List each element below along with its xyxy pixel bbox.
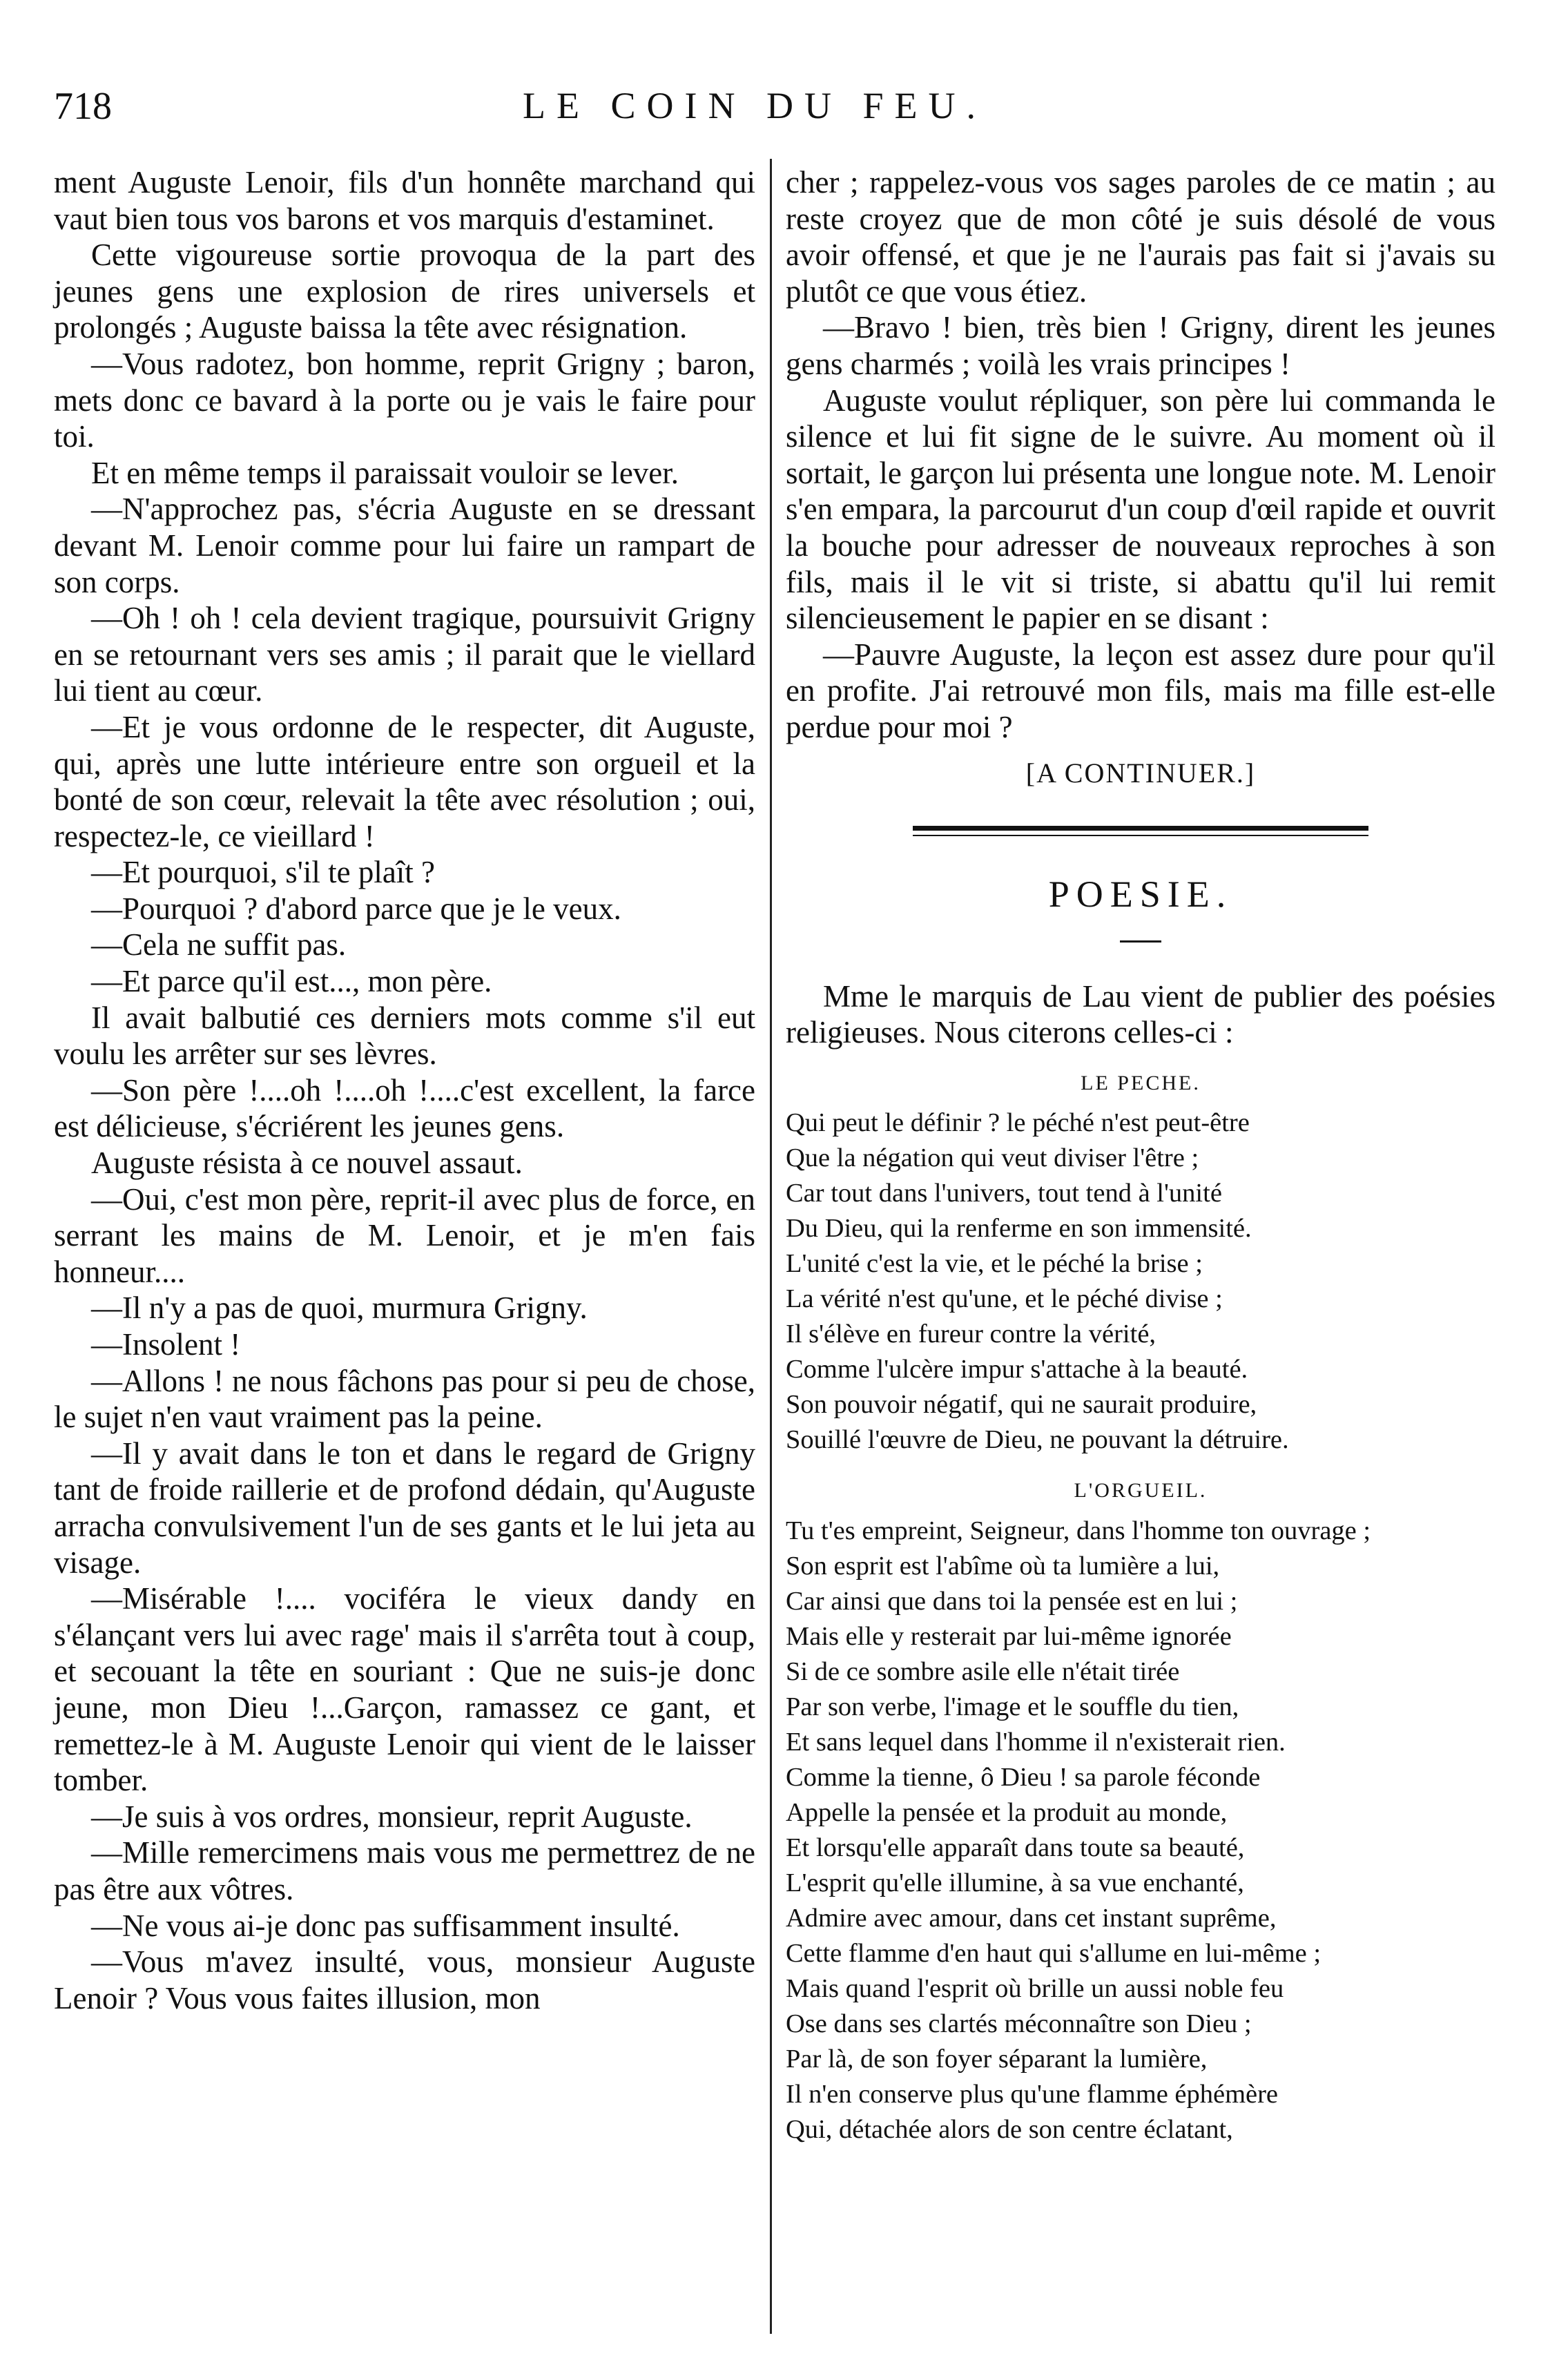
verse-line: Il n'en conserve plus qu'une flamme éphémère bbox=[786, 2079, 1279, 2109]
poem-verse bbox=[786, 1514, 1496, 2147]
paragraph: Et en même temps il paraissait vouloir se lever. bbox=[91, 455, 679, 490]
poem-title: LE PECHE. bbox=[1081, 1071, 1201, 1094]
paragraph: Il avait balbutié ces derniers mots comme s'il eut voulu les arrêter sur ses lèvres. bbox=[54, 1000, 755, 1072]
title-rule bbox=[1120, 940, 1161, 943]
poems bbox=[786, 1065, 1496, 2147]
paragraph: —Vous m'avez insulté, vous, monsieur Auguste Lenoir ? Vous vous faites illusion, mon bbox=[54, 1944, 755, 2016]
paragraph: —Insolent ! bbox=[91, 1327, 241, 1362]
paragraph: —Il y avait dans le ton et dans le regard de Grigny tant de froide raillerie et de profond dédain, qu'Auguste arracha convulsivement l'un de ses gants et le lui jeta au visage. bbox=[54, 1436, 755, 1580]
verse-line: Ose dans ses clartés méconnaître son Dieu ; bbox=[786, 2009, 1252, 2038]
verse-line: Il s'élève en fureur contre la vérité, bbox=[786, 1320, 1156, 1349]
verse-line: Si de ce sombre asile elle n'était tirée bbox=[786, 1656, 1180, 1686]
verse-line: Par son verbe, l'image et le souffle du tien, bbox=[786, 1692, 1239, 1721]
paragraph: —Et je vous ordonne de le respecter, dit Auguste, qui, après une lutte intérieure entre son orgueil et la bonté de son cœur, relevait la tête avec résolution ; oui, respectez-le, ce vieillard ! bbox=[54, 709, 755, 853]
right-column bbox=[786, 164, 1496, 2147]
verse-line: Son esprit est l'abîme où ta lumière a lui, bbox=[786, 1551, 1220, 1581]
paragraph: —Cela ne suffit pas. bbox=[91, 927, 347, 963]
verse-line: Et sans lequel dans l'homme il n'existerait rien. bbox=[786, 1727, 1286, 1757]
paragraph: —Misérable !.... vociféra le vieux dandy en s'élançant vers lui avec rage' mais il s'arrêta tout à coup, et secouant la tête en souriant : Que ne suis-je donc jeune, mon Dieu !...Garçon, ramassez ce gant, et remettez-le à M. Auguste Lenoir qui vient de le laisser tomber. bbox=[54, 1581, 755, 1798]
poem-title: L'ORGUEIL. bbox=[1074, 1479, 1208, 1502]
paragraph: —Et pourquoi, s'il te plaît ? bbox=[91, 855, 436, 890]
verse-line: Comme la tienne, ô Dieu ! sa parole féconde bbox=[786, 1762, 1261, 1792]
verse-line: Et lorsqu'elle apparaît dans toute sa beauté, bbox=[786, 1833, 1245, 1862]
verse-line: Du Dieu, qui la renferme en son immensité. bbox=[786, 1214, 1252, 1244]
verse-line: Car tout dans l'univers, tout tend à l'unité bbox=[786, 1179, 1222, 1208]
paragraph: Auguste résista à ce nouvel assaut. bbox=[91, 1146, 523, 1181]
verse-line: L'unité c'est la vie, et le péché la brise ; bbox=[786, 1249, 1203, 1279]
verse-line: Car ainsi que dans toi la pensée est en lui ; bbox=[786, 1586, 1238, 1616]
paragraph: —Allons ! ne nous fâchons pas pour si peu de chose, le sujet n'en vaut vraiment pas la peine. bbox=[54, 1363, 755, 1435]
paragraph: —Mille remercimens mais vous me permettrez de ne pas être aux vôtres. bbox=[54, 1835, 755, 1906]
verse-line: Appelle la pensée et la produit au monde, bbox=[786, 1797, 1228, 1827]
verse-line: Souillé l'œuvre de Dieu, ne pouvant la détruire. bbox=[786, 1425, 1289, 1455]
paragraph: Cette vigoureuse sortie provoqua de la part des jeunes gens une explosion de rires universels et prolongés ; Auguste baissa la tête avec résignation. bbox=[54, 238, 755, 345]
verse-line: Tu t'es empreint, Seigneur, dans l'homme ton ouvrage ; bbox=[786, 1516, 1371, 1545]
verse-line: Qui, détachée alors de son centre éclatant, bbox=[786, 2114, 1233, 2144]
verse-line: Mais elle y resterait par lui-même ignorée bbox=[786, 1621, 1232, 1651]
paragraph: —Son père !....oh !....oh !....c'est excellent, la farce est délicieuse, s'écriérent les jeunes gens. bbox=[54, 1072, 755, 1144]
verse-line: La vérité n'est qu'une, et le péché divise ; bbox=[786, 1284, 1223, 1314]
verse-line: Son pouvoir négatif, qui ne saurait produire, bbox=[786, 1390, 1257, 1420]
paragraph: Auguste voulut répliquer, son père lui commanda le silence et lui fit signe de le suivre. Au moment où il sortait, le garçon lui présenta une longue note. M. Lenoir s'en empara, la parcourut d'un coup d'œil rapide et ouvrit la bouche pour adresser de nouveaux reproches à son fils, mais il le vit si triste, si abattu qu'il lui remit silencieusement le papier en se disant : bbox=[786, 383, 1496, 636]
verse-line: Comme l'ulcère impur s'attache à la beauté. bbox=[786, 1355, 1248, 1384]
paragraph: —Il n'y a pas de quoi, murmura Grigny. bbox=[91, 1291, 588, 1326]
left-column bbox=[54, 164, 755, 2016]
section-separator bbox=[913, 826, 1368, 836]
verse-line: L'esprit qu'elle illumine, à sa vue enchanté, bbox=[786, 1868, 1244, 1897]
paragraph: —Je suis à vos ordres, monsieur, reprit Auguste. bbox=[91, 1799, 693, 1834]
paragraph: cher ; rappelez-vous vos sages paroles de ce matin ; au reste croyez que de mon côté je suis désolé de vous avoir offensé, et que je ne l'aurais pas fait si j'avais su plutôt ce que vous étiez. bbox=[786, 165, 1496, 309]
verse-line: Cette flamme d'en haut qui s'allume en lui-même ; bbox=[786, 1938, 1322, 1968]
page-header bbox=[54, 84, 1455, 133]
verse-line: Qui peut le définir ? le péché n'est peut-être bbox=[786, 1108, 1250, 1138]
page-number: 718 bbox=[54, 85, 112, 128]
right-column-prose bbox=[786, 164, 1496, 746]
paragraph: —Oh ! oh ! cela devient tragique, poursuivit Grigny en se retournant vers ses amis ; il parait que le viellard lui tient au cœur. bbox=[54, 601, 755, 708]
verse-line: Admire avec amour, dans cet instant suprême, bbox=[786, 1903, 1277, 1933]
paragraph: —Vous radotez, bon homme, reprit Grigny ; baron, mets donc ce bavard à la porte ou je vais le faire pour toi. bbox=[54, 346, 755, 454]
paragraph: —Pauvre Auguste, la leçon est assez dure pour qu'il en profite. J'ai retrouvé mon fils, mais ma fille est-elle perdue pour moi ? bbox=[786, 637, 1496, 744]
verse-line: Mais quand l'esprit où brille un aussi noble feu bbox=[786, 1973, 1284, 2003]
column-divider bbox=[770, 159, 772, 2334]
paragraph: —Et parce qu'il est..., mon père. bbox=[91, 964, 492, 999]
paragraph: —Ne vous ai-je donc pas suffisamment insulté. bbox=[91, 1908, 680, 1943]
paragraph: —Bravo ! bien, très bien ! Grigny, dirent les jeunes gens charmés ; voilà les vrais principes ! bbox=[786, 310, 1496, 381]
paragraph: —Pourquoi ? d'abord parce que je le veux. bbox=[91, 891, 621, 926]
section-title: POESIE. bbox=[1048, 873, 1233, 916]
paragraph: —Oui, c'est mon père, reprit-il avec plus de force, en serrant les mains de M. Lenoir, et je m'en fais honneur.... bbox=[54, 1181, 755, 1289]
paragraph: ment Auguste Lenoir, fils d'un honnête marchand qui vaut bien tous vos barons et vos marquis d'estaminet. bbox=[54, 165, 755, 236]
continuation-note: [A CONTINUER.] bbox=[1025, 757, 1256, 789]
paragraph: —N'approchez pas, s'écria Auguste en se dressant devant M. Lenoir comme pour lui faire un rampart de son corps. bbox=[54, 492, 755, 599]
poem-verse bbox=[786, 1105, 1496, 1458]
verse-line: Que la négation qui veut diviser l'être ; bbox=[786, 1143, 1199, 1173]
verse-line: Par là, de son foyer séparant la lumière, bbox=[786, 2044, 1208, 2074]
poetry-intro: Mme le marquis de Lau vient de publier des poésies religieuses. Nous citerons celles-ci : bbox=[786, 978, 1496, 1050]
running-title: LE COIN DU FEU. bbox=[523, 85, 987, 126]
